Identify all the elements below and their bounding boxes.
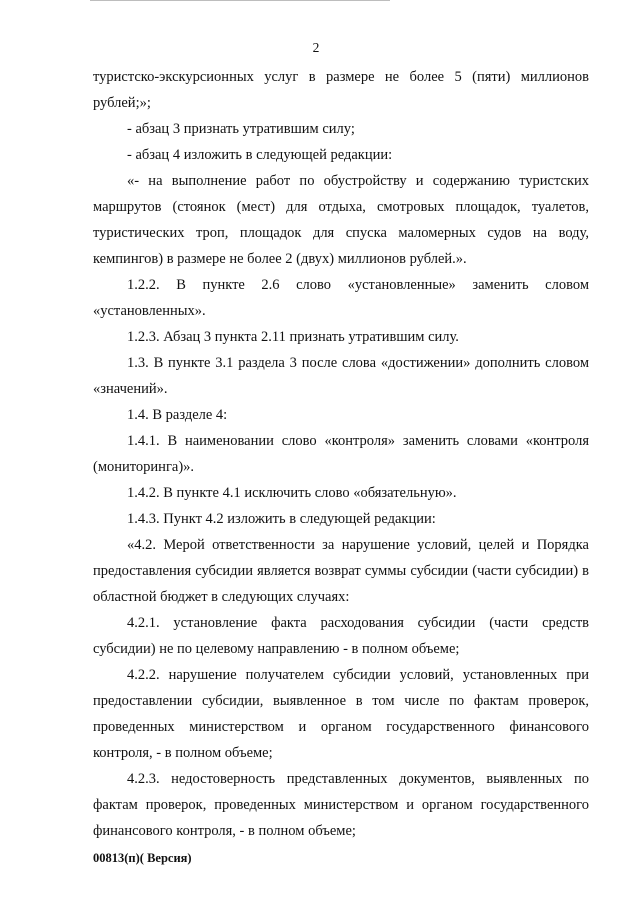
page-number: 2 — [312, 40, 320, 55]
paragraph: «- на выполнение работ по обустройству и содержанию туристских маршрутов (стоянок (мест) для отдыха, смотровых площадок, туалетов, туристических троп, площадок для спуска маломерных судов на воду, кемпингов) в размере не более 2 (двух) миллионов рублей.». — [93, 173, 589, 267]
top-rule — [90, 0, 390, 1]
paragraph: 1.2.3. Абзац 3 пункта 2.11 признать утратившим силу. — [127, 329, 459, 345]
paragraph: 4.2.1. установление факта расходования субсидии (части средств субсидии) не по целевому направлению - в полном объеме; — [93, 615, 589, 657]
paragraph: «4.2. Мерой ответственности за нарушение условий, целей и Порядка предоставления субсидии является возврат суммы субсидии (части субсидии) в областной бюджет в следующих случаях: — [93, 537, 589, 605]
document-body — [93, 64, 589, 844]
paragraph: туристско-экскурсионных услуг в размере не более 5 (пяти) миллионов рублей;»; — [93, 69, 589, 111]
paragraph: 1.2.2. В пункте 2.6 слово «установленные» заменить словом «установленных». — [93, 277, 589, 319]
paragraph: 1.3. В пункте 3.1 раздела 3 после слова «достижении» дополнить словом «значений». — [93, 355, 589, 397]
paragraph: 1.4.2. В пункте 4.1 исключить слово «обязательную». — [127, 485, 457, 501]
paragraph: - абзац 3 признать утратившим силу; — [127, 121, 355, 137]
paragraph: 4.2.2. нарушение получателем субсидии условий, установленных при предоставлении субсидии, выявленное в том числе по фактам проверок, проведенных министерством и органом государственного финансового контроля, - в полном объеме; — [93, 667, 589, 761]
document-footer-code: 00813(п)( Версия) — [93, 851, 192, 865]
paragraph: 1.4.1. В наименовании слово «контроля» заменить словами «контроля (мониторинга)». — [93, 433, 589, 475]
paragraph: 1.4. В разделе 4: — [127, 407, 228, 423]
paragraph: 1.4.3. Пункт 4.2 изложить в следующей редакции: — [127, 511, 436, 527]
paragraph: 4.2.3. недостоверность представленных документов, выявленных по фактам проверок, проведенных министерством и органом государственного финансового контроля, - в полном объеме; — [93, 771, 589, 839]
paragraph: - абзац 4 изложить в следующей редакции: — [127, 147, 393, 163]
